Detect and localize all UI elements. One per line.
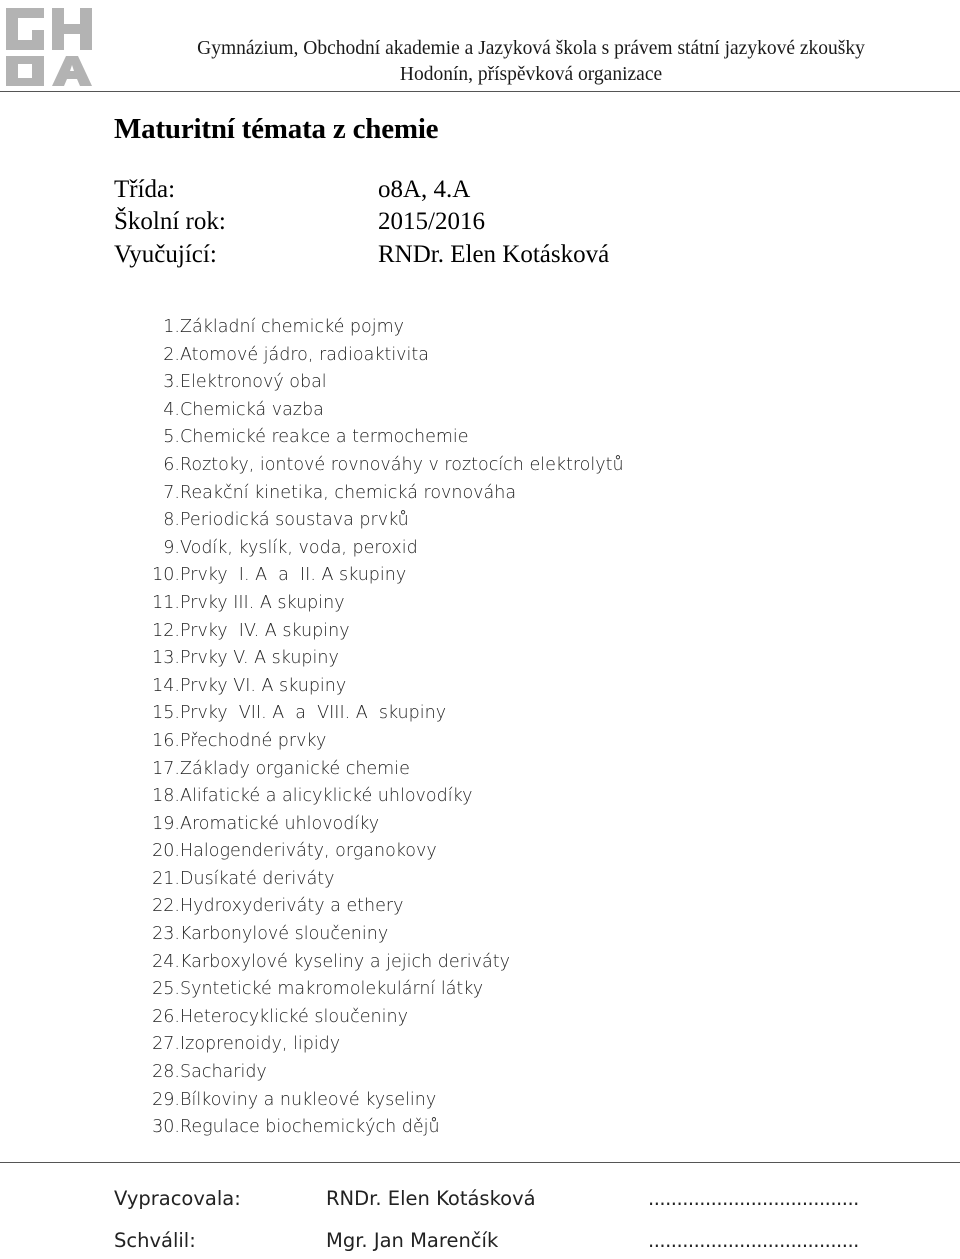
topic-item (148, 645, 339, 673)
topic-item (148, 866, 335, 894)
topic-text: Základní chemické pojmy (180, 317, 404, 337)
topic-list (148, 314, 624, 1142)
topic-text: Sacharidy (180, 1062, 267, 1083)
topic-number: 22. (152, 896, 180, 917)
info-value: o8A, 4.A (378, 176, 471, 203)
topic-item (148, 369, 327, 397)
topic-item (148, 1059, 267, 1087)
topic-number: 29. (152, 1089, 180, 1110)
topic-number: 26. (152, 1006, 180, 1027)
school-name: Gymnázium, Obchodní akademie a Jazyková škola s právem státní jazykové zkoušky (197, 38, 865, 59)
topic-text: Bílkoviny a nukleové kyseliny (180, 1089, 437, 1110)
topic-item (148, 535, 418, 563)
info-label: Vyučující: (114, 241, 217, 268)
topic-number: 15. (152, 703, 180, 724)
topic-item (148, 562, 407, 590)
school-header (120, 36, 942, 88)
topic-text: Přechodné prvky (180, 730, 327, 751)
topic-text: Karbonylové sloučeniny (180, 924, 389, 945)
topic-item (148, 949, 510, 977)
topic-item (148, 507, 409, 535)
approved-by-row (114, 1229, 934, 1259)
topic-number: 6. (163, 454, 180, 475)
footer-divider (0, 1162, 960, 1163)
topic-number: 27. (152, 1034, 180, 1055)
topic-text: Syntetické makromolekulární látky (180, 979, 484, 1000)
topic-item (148, 783, 473, 811)
school-location: Hodonín, příspěvková organizace (399, 64, 663, 85)
topic-text: Halogenderiváty, organokovy (180, 841, 437, 862)
topic-number: 10. (152, 565, 180, 586)
topic-item (148, 480, 517, 508)
topic-text: Regulace biochemických dějů (180, 1117, 440, 1138)
topic-number: 21. (152, 868, 180, 889)
topic-text: Chemická vazba (180, 399, 324, 420)
approved-label: Schválil: (114, 1229, 196, 1252)
topic-number: 23. (152, 924, 180, 945)
topic-number: 16. (152, 730, 180, 751)
signature-line: ..................................... (648, 1229, 859, 1252)
topic-item (148, 314, 404, 342)
info-value: RNDr. Elen Kotásková (378, 241, 610, 268)
topic-item (148, 1114, 440, 1142)
topic-number: 24. (152, 951, 180, 972)
topic-item (148, 838, 437, 866)
topic-number: 18. (152, 786, 180, 807)
topic-item (148, 452, 624, 480)
topic-text: Hydroxyderiváty a ethery (180, 896, 404, 917)
topic-text: Chemické reakce a termochemie (180, 427, 469, 448)
topic-item (148, 811, 380, 839)
topic-number: 30. (152, 1117, 180, 1138)
topic-number: 3. (163, 372, 180, 393)
topic-item (148, 1004, 408, 1032)
topic-item (148, 756, 410, 784)
prepared-by-row (114, 1187, 934, 1217)
topic-text: Prvky III. A skupiny (180, 592, 345, 613)
topic-number: 11. (152, 592, 180, 613)
school-logo (0, 0, 110, 88)
topic-text: Izoprenoidy, lipidy (180, 1034, 341, 1055)
prepared-label: Vypracovala: (114, 1187, 241, 1210)
topic-number: 13. (152, 648, 180, 669)
topic-text: Elektronový obal (180, 372, 327, 393)
info-value: 2015/2016 (378, 208, 485, 235)
topic-text: Prvky VI. A skupiny (180, 675, 347, 696)
topic-number: 28. (152, 1062, 180, 1083)
topic-number: 12. (152, 620, 180, 641)
topic-item (148, 397, 324, 425)
topic-number: 7. (163, 482, 180, 503)
prepared-name: RNDr. Elen Kotásková (326, 1187, 536, 1210)
topic-item (148, 424, 469, 452)
topic-item (148, 921, 389, 949)
topic-text: Karboxylové kyseliny a jejich deriváty (180, 951, 510, 972)
topic-item (148, 893, 404, 921)
page-title: Maturitní témata z chemie (114, 113, 439, 145)
topic-text: Prvky V. A skupiny (180, 648, 339, 669)
topic-item (148, 342, 429, 370)
topic-number: 9. (163, 537, 180, 558)
topic-text: Vodík, kyslík, voda, peroxid (180, 537, 418, 558)
topic-text: Heterocyklické sloučeniny (180, 1006, 408, 1027)
topic-text: Prvky IV. A skupiny (180, 620, 350, 641)
topic-number: 19. (152, 813, 180, 834)
topic-number: 5. (163, 427, 180, 448)
topic-text: Atomové jádro, radioaktivita (180, 344, 429, 365)
topic-text: Roztoky, iontové rovnováhy v roztocích elektrolytů (180, 454, 624, 475)
topic-item (148, 618, 350, 646)
topic-text: Dusíkaté deriváty (180, 868, 335, 889)
topic-number: 8. (163, 510, 180, 531)
info-label: Třída: (114, 176, 176, 203)
topic-text: Alifatické a alicyklické uhlovodíky (180, 786, 473, 807)
topic-number: 2. (163, 344, 180, 365)
topic-number: 20. (152, 841, 180, 862)
topic-number: 1. (163, 317, 180, 337)
topic-item (148, 728, 327, 756)
header-divider (0, 91, 960, 92)
topic-number: 17. (152, 758, 180, 779)
topic-item (148, 700, 447, 728)
topic-item (148, 590, 345, 618)
info-label: Školní rok: (114, 208, 226, 235)
topic-item (148, 976, 484, 1004)
topic-text: Reakční kinetika, chemická rovnováha (180, 482, 517, 503)
topic-item (148, 1087, 437, 1115)
topic-text: Prvky I. A a II. A skupiny (180, 565, 407, 586)
topic-text: Periodická soustava prvků (180, 510, 409, 531)
signature-line: ..................................... (648, 1187, 859, 1210)
topic-number: 4. (163, 399, 180, 420)
topic-text: Aromatické uhlovodíky (180, 813, 380, 834)
topic-number: 25. (152, 979, 180, 1000)
topic-item (148, 673, 347, 701)
topic-text: Prvky VII. A a VIII. A skupiny (180, 703, 447, 724)
topic-item (148, 1031, 341, 1059)
topic-number: 14. (152, 675, 180, 696)
approved-name: Mgr. Jan Marenčík (326, 1229, 499, 1252)
topic-text: Základy organické chemie (180, 758, 410, 779)
